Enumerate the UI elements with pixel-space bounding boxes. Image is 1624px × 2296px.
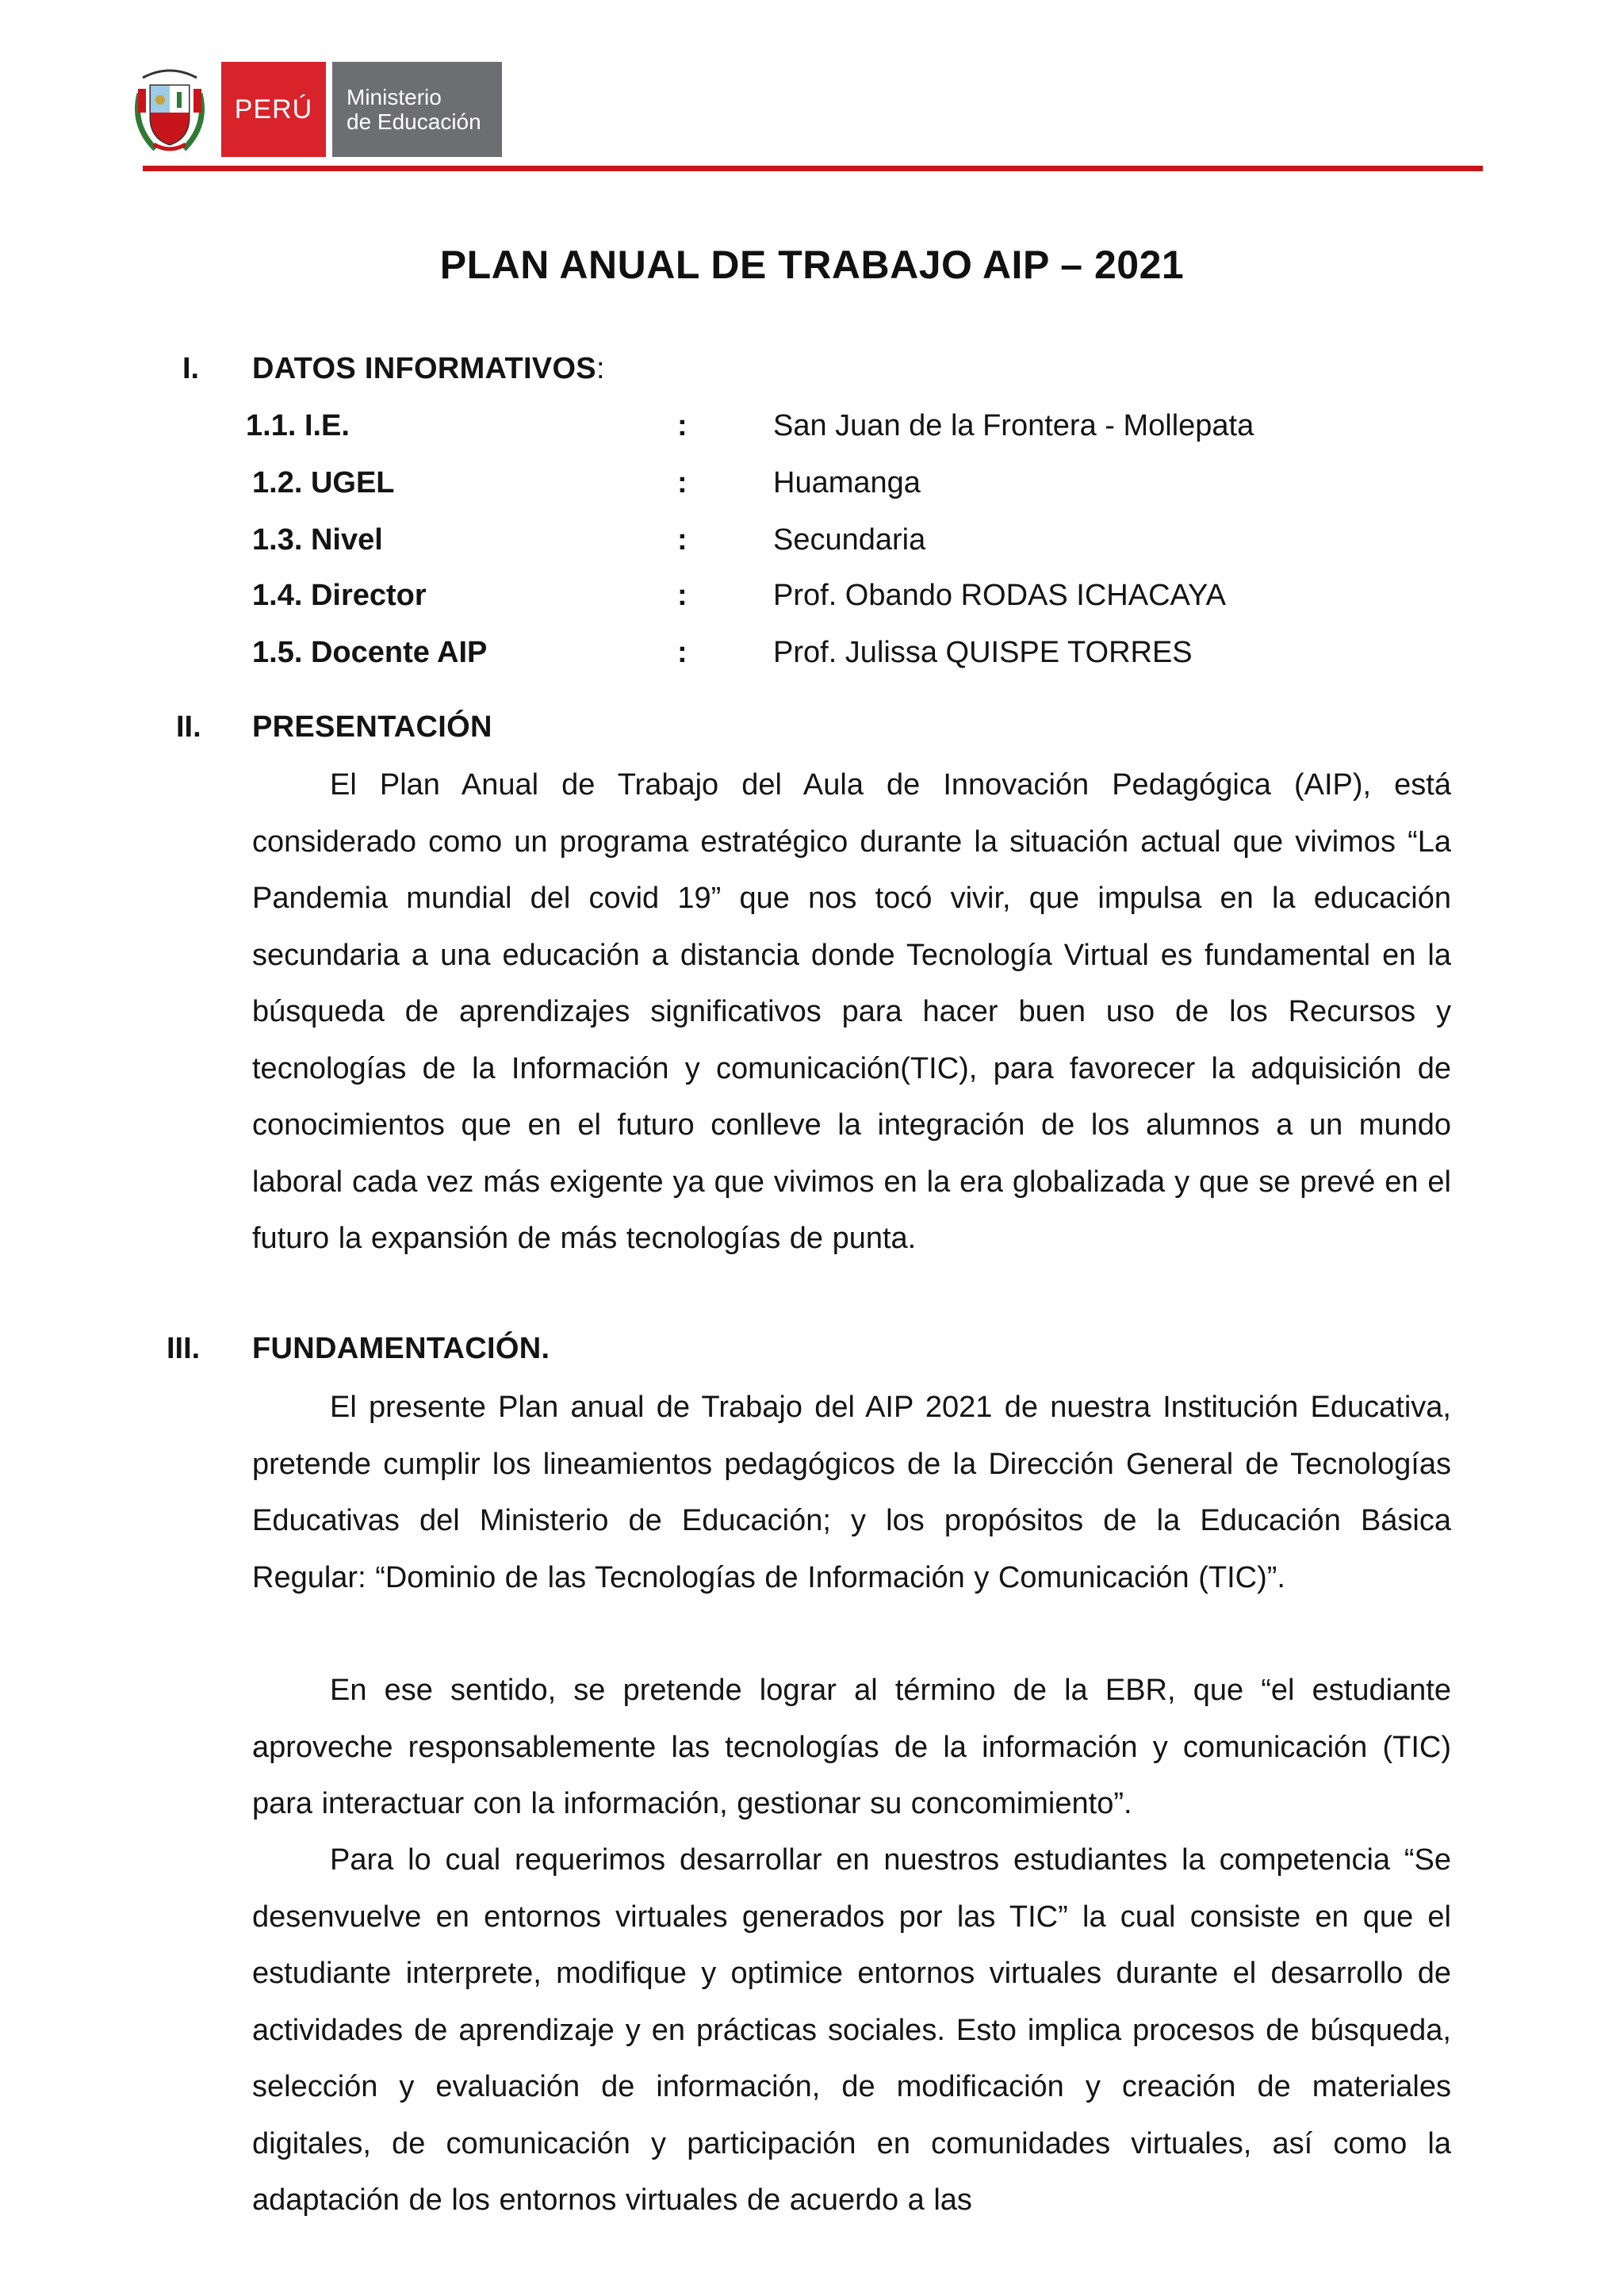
- info-value: Huamanga: [773, 466, 921, 499]
- section-3-number: III.: [167, 1332, 201, 1365]
- info-label: 1.3. Nivel: [252, 523, 383, 557]
- info-label: 1.5. Docente AIP: [252, 636, 488, 669]
- info-value: San Juan de la Frontera - Mollepata: [773, 409, 1254, 442]
- header-divider: [143, 166, 1483, 171]
- section-2-heading: PRESENTACIÓN: [252, 710, 492, 744]
- info-row-ugel: [252, 466, 1521, 506]
- fundamentation-paragraph-1: El presente Plan anual de Trabajo del AIP 2021 de nuestra Institución Educativa, pretende cumplir los lineamientos pedagógicos de la Dirección General de Tecnologías Educativas del Ministerio de Educación; y los propósitos de la Educación Básica Regular: “Dominio de las Tecnologías de Información y Comunicación (TIC)”.: [252, 1391, 1451, 1594]
- info-separator: :: [677, 579, 688, 612]
- info-row-docente: [252, 636, 1521, 675]
- ministry-line-2: de Educación: [347, 109, 481, 134]
- info-separator: :: [677, 523, 688, 557]
- info-label: 1.4. Director: [252, 579, 427, 612]
- ministry-label-box: [332, 62, 502, 157]
- info-separator: :: [677, 409, 688, 442]
- section-3-heading: FUNDAMENTACIÓN.: [252, 1332, 550, 1365]
- fundamentation-paragraph-2: En ese sentido, se pretende lograr al término de la EBR, que “el estudiante aproveche responsablemente las tecnologías de la información y comunicación (TIC) para interactuar con la información, gestionar su concomimiento”.: [252, 1674, 1451, 1820]
- page-title: PLAN ANUAL DE TRABAJO AIP – 2021: [439, 243, 1185, 287]
- info-row-ie: [246, 409, 1515, 449]
- ministry-line-1: Ministerio: [347, 85, 442, 109]
- section-1-heading-colon: :: [596, 352, 605, 385]
- info-row-nivel: [252, 523, 1521, 563]
- info-value: Secundaria: [773, 523, 926, 557]
- info-value: Prof. Julissa QUISPE TORRES: [773, 636, 1193, 669]
- section-2-number: II.: [176, 710, 201, 744]
- info-separator: :: [677, 636, 688, 669]
- coat-of-arms-icon: [132, 62, 208, 157]
- info-label: 1.2. UGEL: [252, 466, 395, 499]
- presentation-paragraph: El Plan Anual de Trabajo del Aula de Innovación Pedagógica (AIP), está considerado como un programa estratégico durante la situación actual que vivimos “La Pandemia mundial del covid 19” que nos tocó vivir, que impulsa en la educación secundaria a una educación a distancia donde Tecnología Virtual es fundamental en la búsqueda de aprendizajes significativos para hacer buen uso de los Recursos y tecnologías de la Información y comunicación(TIC), para favorecer la adquisición de conocimientos que en el futuro conlleve la integración de los alumnos a un mundo laboral cada vez más exigente ya que vivimos en la era globalizada y que se prevé en el futuro la expansión de más tecnologías de punta.: [252, 768, 1451, 1255]
- info-label: 1.1. I.E.: [246, 409, 350, 442]
- section-1-heading: [252, 352, 605, 386]
- info-separator: :: [677, 466, 688, 499]
- section-1-number: I.: [182, 352, 200, 385]
- info-value: Prof. Obando RODAS ICHACAYA: [773, 579, 1226, 612]
- fundamentation-paragraph-3: Para lo cual requerimos desarrollar en nuestros estudiantes la competencia “Se desenvuelve en entornos virtuales generados por las TIC” la cual consiste en que el estudiante interprete, modifique y optimice entornos virtuales durante el desarrollo de actividades de aprendizaje y en prácticas sociales. Esto implica procesos de búsqueda, selección y evaluación de información, de modificación y creación de materiales digitales, de comunicación y participación en comunidades virtuales, así como la adaptación de los entornos virtuales de acuerdo a las: [252, 1843, 1451, 2217]
- peru-label-box: [221, 62, 326, 157]
- country-label: PERÚ: [234, 94, 313, 124]
- section-1-heading-text: DATOS INFORMATIVOS: [252, 352, 596, 385]
- info-row-director: [252, 579, 1521, 618]
